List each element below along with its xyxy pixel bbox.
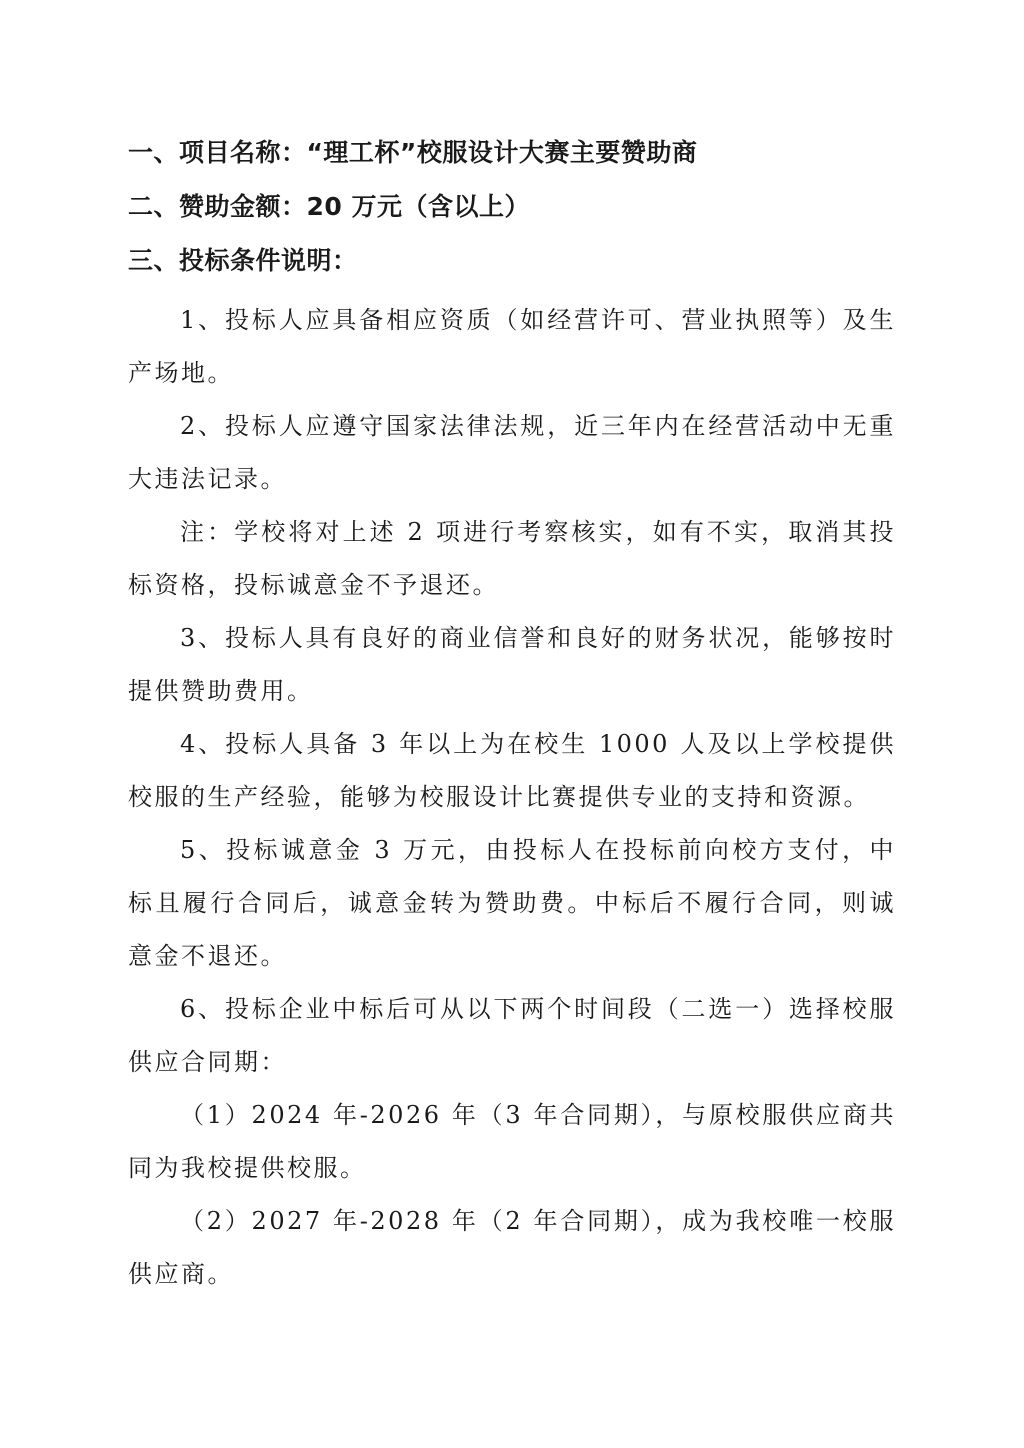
paragraph-condition-1: 1、投标人应具备相应资质（如经营许可、营业执照等）及生产场地。 [128,306,896,387]
heading-sponsor-amount: 二、赞助金额：20 万元（含以上） [128,192,530,221]
paragraph-condition-2: 2、投标人应遵守国家法律法规，近三年内在经营活动中无重大违法记录。 [128,412,896,493]
paragraph-condition-3: 3、投标人具有良好的商业信誉和良好的财务状况，能够按时提供赞助费用。 [128,624,896,705]
paragraph-note: 注：学校将对上述 2 项进行考察核实，如有不实，取消其投标资格，投标诚意金不予退还。 [128,518,896,599]
paragraph-condition-6: 6、投标企业中标后可从以下两个时间段（二选一）选择校服供应合同期： [128,995,896,1076]
paragraph-condition-4: 4、投标人具备 3 年以上为在校生 1000 人及以上学校提供校服的生产经验，能够为校服设计比赛提供专业的支持和资源。 [128,730,896,811]
heading-project-name: 一、项目名称：“理工杯”校服设计大赛主要赞助商 [128,138,698,167]
heading-bid-conditions: 三、投标条件说明： [128,246,358,275]
document-body [128,126,896,1301]
paragraph-condition-5: 5、投标诚意金 3 万元，由投标人在投标前向校方支付，中标且履行合同后，诚意金转为赞助费。中标后不履行合同，则诚意金不退还。 [128,836,896,970]
paragraph-option-2: （2）2027 年-2028 年（2 年合同期），成为我校唯一校服供应商。 [128,1207,896,1288]
paragraph-option-1: （1）2024 年-2026 年（3 年合同期），与原校服供应商共同为我校提供校服。 [128,1101,896,1182]
